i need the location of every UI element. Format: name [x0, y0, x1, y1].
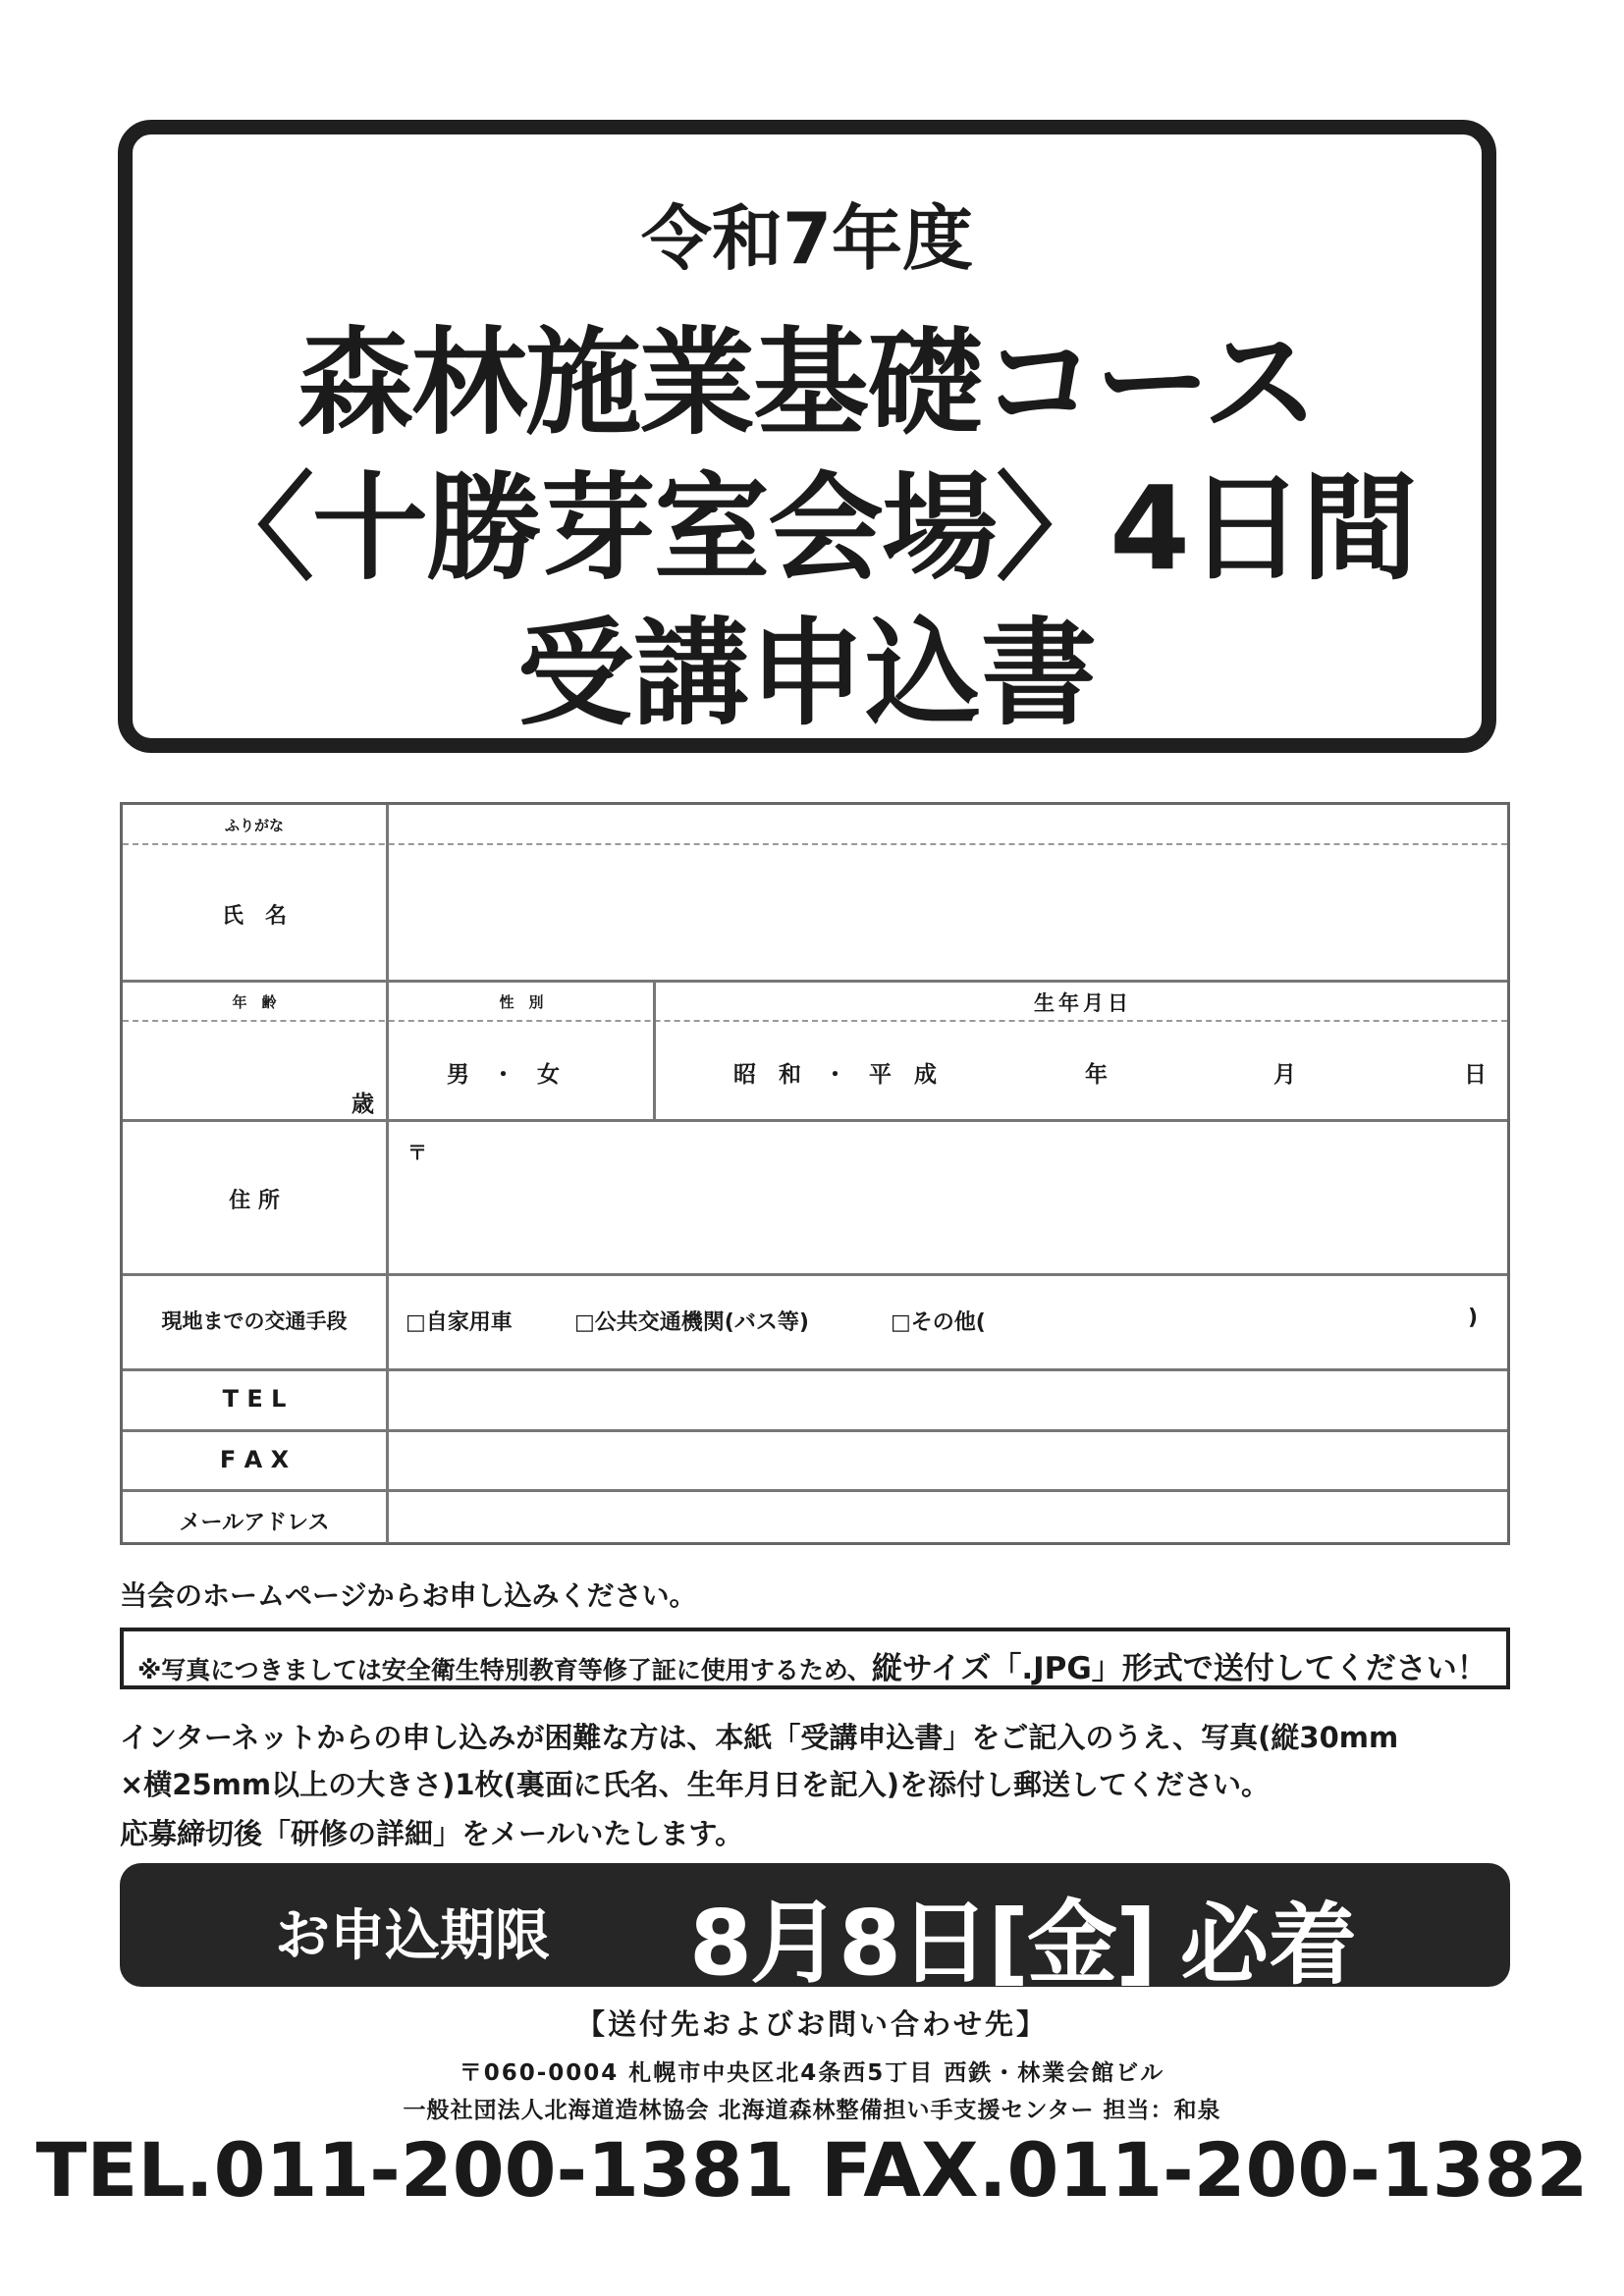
day-unit: 日 — [1464, 1062, 1487, 1088]
deadline-label: お申込期限 — [275, 1904, 550, 1968]
fax-label: F A X — [219, 1446, 290, 1473]
photo-notice-box — [120, 1628, 1510, 1689]
mail-note-line3: 応募締切後「研修の詳細」をメールいたします。 — [120, 1817, 744, 1850]
title-box — [118, 120, 1496, 753]
contact-address: 〒060-0004 札幌市中央区北4条西5丁目 西鉄・林業会館ビル — [459, 2060, 1165, 2086]
age-field[interactable] — [123, 1023, 384, 1117]
mail-note-line1: インターネットからの申し込みが困難な方は、本紙「受講申込書」をご記入のうえ、写真(縦30mm — [120, 1721, 1399, 1754]
course-title: 森林施業基礎コース — [297, 315, 1318, 451]
email-field[interactable] — [390, 1493, 1507, 1542]
name-field[interactable] — [390, 846, 1507, 978]
transport-label: 現地までの交通手段 — [161, 1309, 348, 1333]
transport-public-checkbox[interactable]: □公共交通機関(バス等) — [574, 1310, 809, 1335]
contact-organization: 一般社団法人北海道造林協会 北海道森林整備担い手支援センター 担当：和泉 — [403, 2098, 1221, 2123]
tel-label: T E L — [222, 1385, 287, 1413]
contact-heading: 【送付先およびお問い合わせ先】 — [575, 2007, 1048, 2041]
name-label: 氏 名 — [221, 904, 287, 929]
deadline-required: 必着 — [1180, 1894, 1357, 1997]
photo-notice-text: ※写真につきましては安全衛生特別教育等修了証に使用するため、 — [137, 1656, 872, 1684]
fiscal-year-title: 令和7年度 — [640, 197, 974, 280]
postal-mark: 〒 — [407, 1141, 427, 1164]
contact-tel-fax: TEL.011-200-1381 FAX.011-200-1382 — [35, 2126, 1589, 2214]
homepage-note: 当会のホームページからお申し込みください。 — [120, 1579, 697, 1612]
fax-field[interactable] — [390, 1433, 1507, 1486]
transport-car-checkbox[interactable]: □自家用車 — [406, 1310, 513, 1335]
furigana-label: ふりがな — [224, 817, 284, 834]
gender-options[interactable]: 男 ・ 女 — [447, 1062, 560, 1088]
photo-notice-emphasis: 縦サイズ「.JPG」形式で送付してください！ — [871, 1651, 1488, 1686]
tel-field[interactable] — [390, 1372, 1507, 1427]
application-form-title: 受講申込書 — [516, 606, 1097, 741]
furigana-field[interactable] — [390, 805, 1507, 842]
transport-other-close: ) — [1468, 1306, 1479, 1330]
mail-note-line2: ×横25mm以上の大きさ)1枚(裏面に氏名、生年月日を記入)を添付し郵送してください。 — [120, 1768, 1271, 1801]
era-options[interactable]: 昭 和 ・ 平 成 — [733, 1062, 937, 1088]
email-label: メールアドレス — [179, 1511, 330, 1535]
photo-notice — [137, 1643, 1488, 1687]
month-unit: 月 — [1273, 1062, 1296, 1088]
address-field[interactable] — [390, 1123, 1507, 1270]
deadline-date: 8月8日[金] — [689, 1891, 1156, 1996]
age-unit: 歳 — [352, 1092, 374, 1117]
transport-other-checkbox[interactable]: □その他( — [891, 1310, 986, 1335]
age-label: 年 齢 — [232, 993, 277, 1011]
venue-title: 〈十勝芽室会場〉4日間 — [197, 460, 1417, 596]
gender-label: 性 別 — [499, 993, 544, 1011]
birthdate-label: 生年月日 — [1034, 991, 1132, 1015]
address-label: 住 所 — [229, 1189, 280, 1213]
application-form-table — [120, 802, 1510, 1545]
deadline-banner — [120, 1863, 1510, 1997]
year-unit: 年 — [1085, 1062, 1108, 1088]
